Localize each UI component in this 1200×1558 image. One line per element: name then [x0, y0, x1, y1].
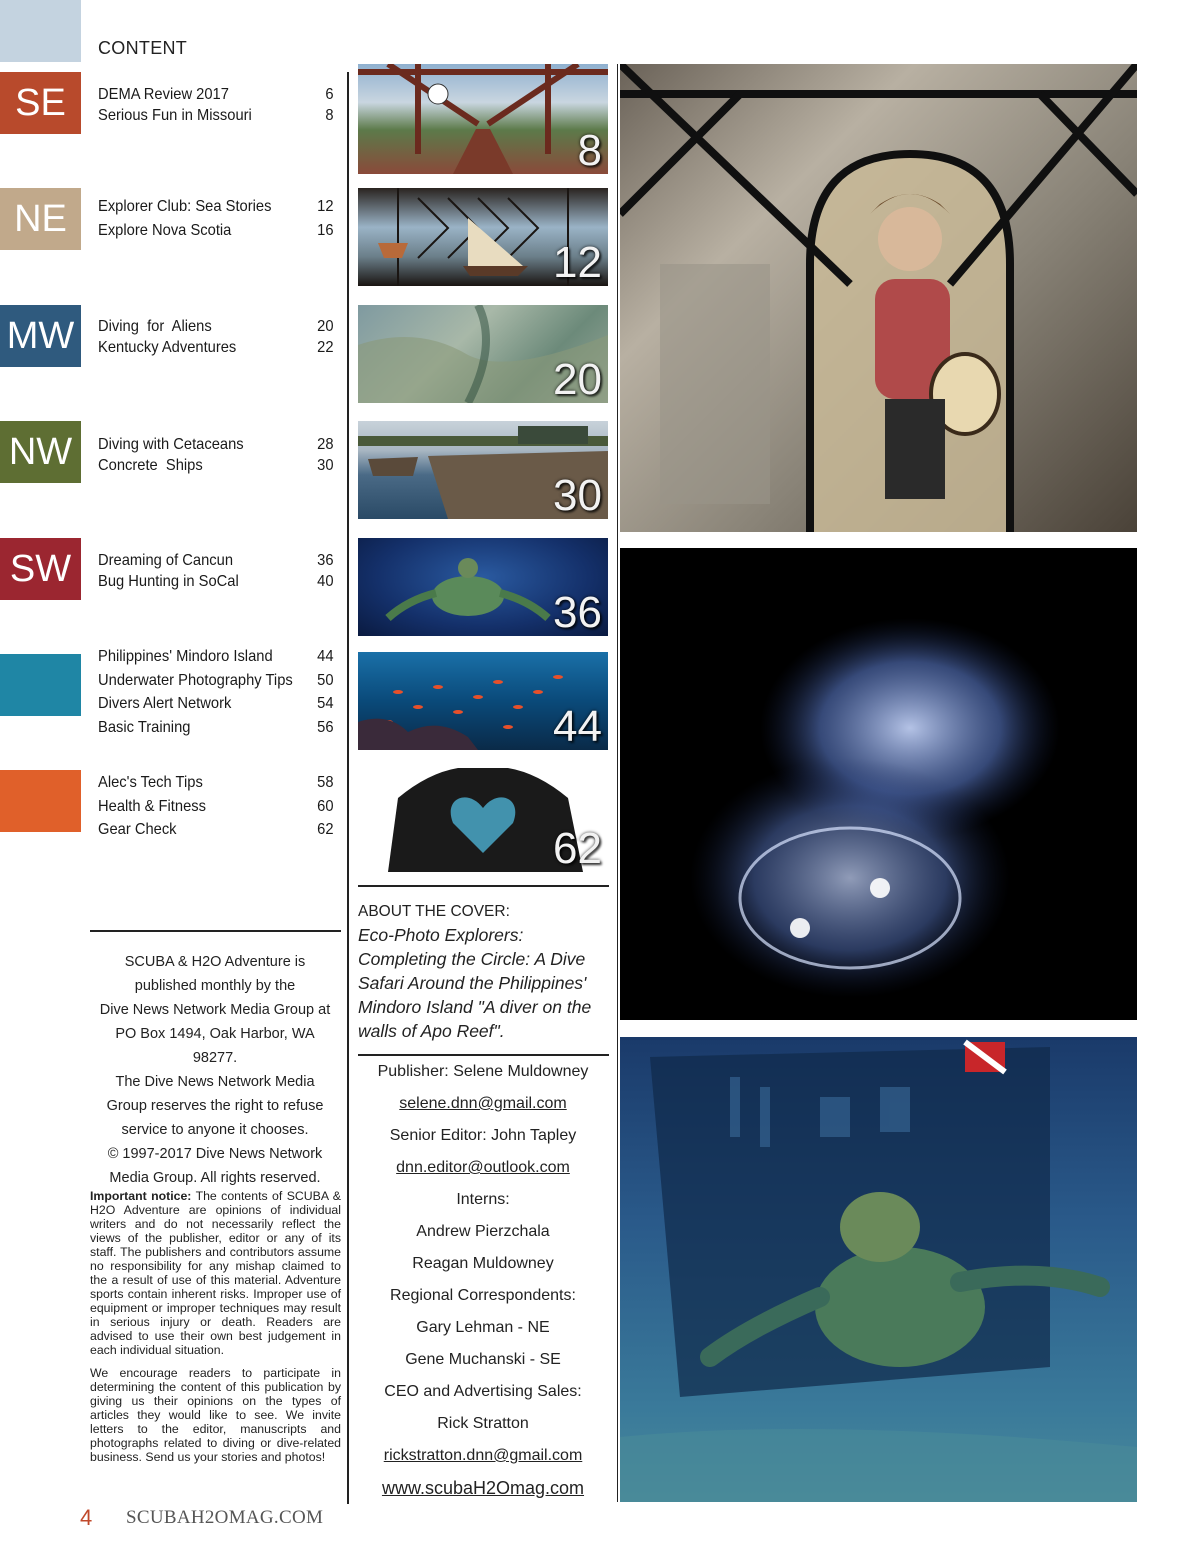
stained-glass-illustration: [620, 64, 1137, 532]
intern-name: Reagan Muldowney: [412, 1255, 554, 1272]
correspondent-name: Gene Muchanski - SE: [405, 1351, 561, 1368]
publisher-email-link[interactable]: selene.dnn@gmail.com: [399, 1095, 567, 1112]
thumbnail-page-number: 44: [553, 702, 602, 750]
toc-entry[interactable]: Diving for Aliens 20: [98, 318, 334, 335]
correspondents-label: Regional Correspondents:: [390, 1287, 576, 1304]
column-divider-left: [347, 72, 349, 1504]
toc-group-nw: [98, 433, 334, 477]
thumbnail-sailboat[interactable]: [358, 188, 608, 286]
publisher-info: SCUBA & H2O Adventure is published monthly by the Dive News Network Media Group at PO Box 1494, Oak Harbor, WA 98277. The Dive News Network Media Group reserves the right to refuse service to anyone it chooses. © 1997-2017 Dive News Network Media Group. All rights reserved.: [99, 954, 331, 1186]
publisher-line: Publisher: Selene Muldowney: [377, 1063, 589, 1080]
toc-group-se: [98, 83, 334, 127]
region-tab-sw: SW: [0, 538, 81, 600]
toc-entry[interactable]: Bug Hunting in SoCal 40: [98, 572, 334, 590]
ceo-email-link[interactable]: rickstratton.dnn@gmail.com: [383, 1447, 583, 1464]
corner-accent-block: [0, 0, 81, 62]
stained-glass-photo: [620, 64, 1137, 532]
interns-label: Interns:: [456, 1191, 510, 1208]
jellyfish-photo: [620, 548, 1137, 1020]
region-tab-ne: NE: [0, 188, 81, 250]
toc-group-mw: [98, 315, 334, 359]
intern-name: Andrew Pierzchala: [416, 1223, 550, 1240]
toc-entry[interactable]: Alec's Tech Tips 58: [98, 774, 334, 791]
important-notice: [90, 1189, 341, 1473]
notice-label: Important notice:: [90, 1189, 192, 1203]
page-number: 4: [80, 1505, 93, 1530]
toc-entry[interactable]: Diving with Cetaceans 28: [98, 436, 334, 453]
cover-label: ABOUT THE COVER:: [358, 903, 510, 920]
editor-line: Senior Editor: John Tapley: [389, 1127, 577, 1144]
toc-group-departments: [98, 771, 334, 842]
toc-entry[interactable]: DEMA Review 2017 6: [98, 86, 334, 103]
thumbnail-page-number: 30: [553, 471, 602, 519]
cover-description: Eco-Photo Explorers: Completing the Circle: A Dive Safari Around the Philippines' Mindoro Island "A diver on the walls of Apo Reef".: [358, 925, 592, 1041]
column-divider-right: [617, 64, 618, 1502]
toc-entry[interactable]: Explorer Club: Sea Stories 12: [98, 198, 334, 215]
toc-group-features: [98, 645, 334, 739]
thumbnail-bridge[interactable]: [358, 64, 608, 174]
toc-entry[interactable]: Kentucky Adventures 22: [98, 338, 334, 356]
notice-invitation: We encourage readers to participate in determining the content of this publication by giving us their opinions on the types of articles they would like to see. We invite letters to the editor, manuscripts and photographs related to diving or dive-related business. Send us your stories and photos!: [90, 1366, 341, 1464]
ceo-name: Rick Stratton: [437, 1415, 529, 1432]
staff-masthead: [358, 1056, 608, 1504]
thumbnail-hoodie[interactable]: [358, 768, 608, 872]
region-tab-departments: [0, 770, 81, 832]
region-tab-mw: MW: [0, 305, 81, 367]
toc-entry[interactable]: Underwater Photography Tips 50: [98, 671, 334, 689]
thumbnail-reef-fish[interactable]: [358, 652, 608, 750]
thumbnail-underwater-aliens[interactable]: [358, 305, 608, 403]
toc-entry[interactable]: Gear Check 62: [98, 821, 334, 838]
toc-entry[interactable]: Basic Training 56: [98, 718, 334, 736]
turtle-shipwreck-illustration: [620, 1037, 1137, 1502]
thumbnail-page-number: 62: [553, 824, 602, 872]
region-tab-features: [0, 654, 81, 716]
thumbnail-page-number: 36: [553, 588, 602, 636]
ceo-label: CEO and Advertising Sales:: [384, 1383, 582, 1400]
toc-entry[interactable]: Serious Fun in Missouri 8: [98, 106, 334, 124]
thumbnail-page-number: 20: [553, 355, 602, 403]
section-divider: [358, 885, 609, 887]
thumbnail-page-number: 8: [577, 126, 602, 174]
editor-email-link[interactable]: dnn.editor@outlook.com: [396, 1159, 570, 1176]
thumbnail-page-number: 12: [553, 238, 602, 286]
toc-entry[interactable]: Concrete Ships 30: [98, 456, 334, 474]
website-link[interactable]: www.scubaH2Omag.com: [381, 1478, 585, 1498]
thumbnail-concrete-ships[interactable]: [358, 421, 608, 519]
contents-heading: CONTENT: [98, 38, 188, 58]
turtle-shipwreck-photo: [620, 1037, 1137, 1502]
bridge-illustration: [358, 64, 608, 174]
notice-text: The contents of SCUBA & H2O Adventure are opinions of individual writers and do not necessarily reflect the views of the publisher, editor or any of its staff. The publishers and contributors assume no responsibility for any mishap claimed to the a result of use of this material. Adventure sports contain inherent risks. Improper use of equipment or improper techniques may result in serious injury or death. Readers are advised to use their own best judgement in each individual situation.: [90, 1189, 341, 1357]
footer-website: SCUBAH2OMAG.COM: [126, 1507, 324, 1528]
section-divider: [90, 930, 341, 932]
toc-group-sw: [98, 549, 334, 593]
toc-entry[interactable]: Divers Alert Network 54: [98, 695, 334, 712]
jellyfish-illustration: [620, 548, 1137, 1020]
toc-entry[interactable]: Health & Fitness 60: [98, 797, 334, 815]
toc-entry[interactable]: Philippines' Mindoro Island 44: [98, 648, 334, 665]
toc-entry[interactable]: Dreaming of Cancun 36: [98, 552, 334, 569]
toc-entry[interactable]: Explore Nova Scotia 16: [98, 221, 334, 239]
correspondent-name: Gary Lehman - NE: [416, 1319, 550, 1336]
thumbnail-turtle[interactable]: [358, 538, 608, 636]
region-tab-se: SE: [0, 72, 81, 134]
toc-group-ne: [98, 195, 334, 242]
region-tab-nw: NW: [0, 421, 81, 483]
